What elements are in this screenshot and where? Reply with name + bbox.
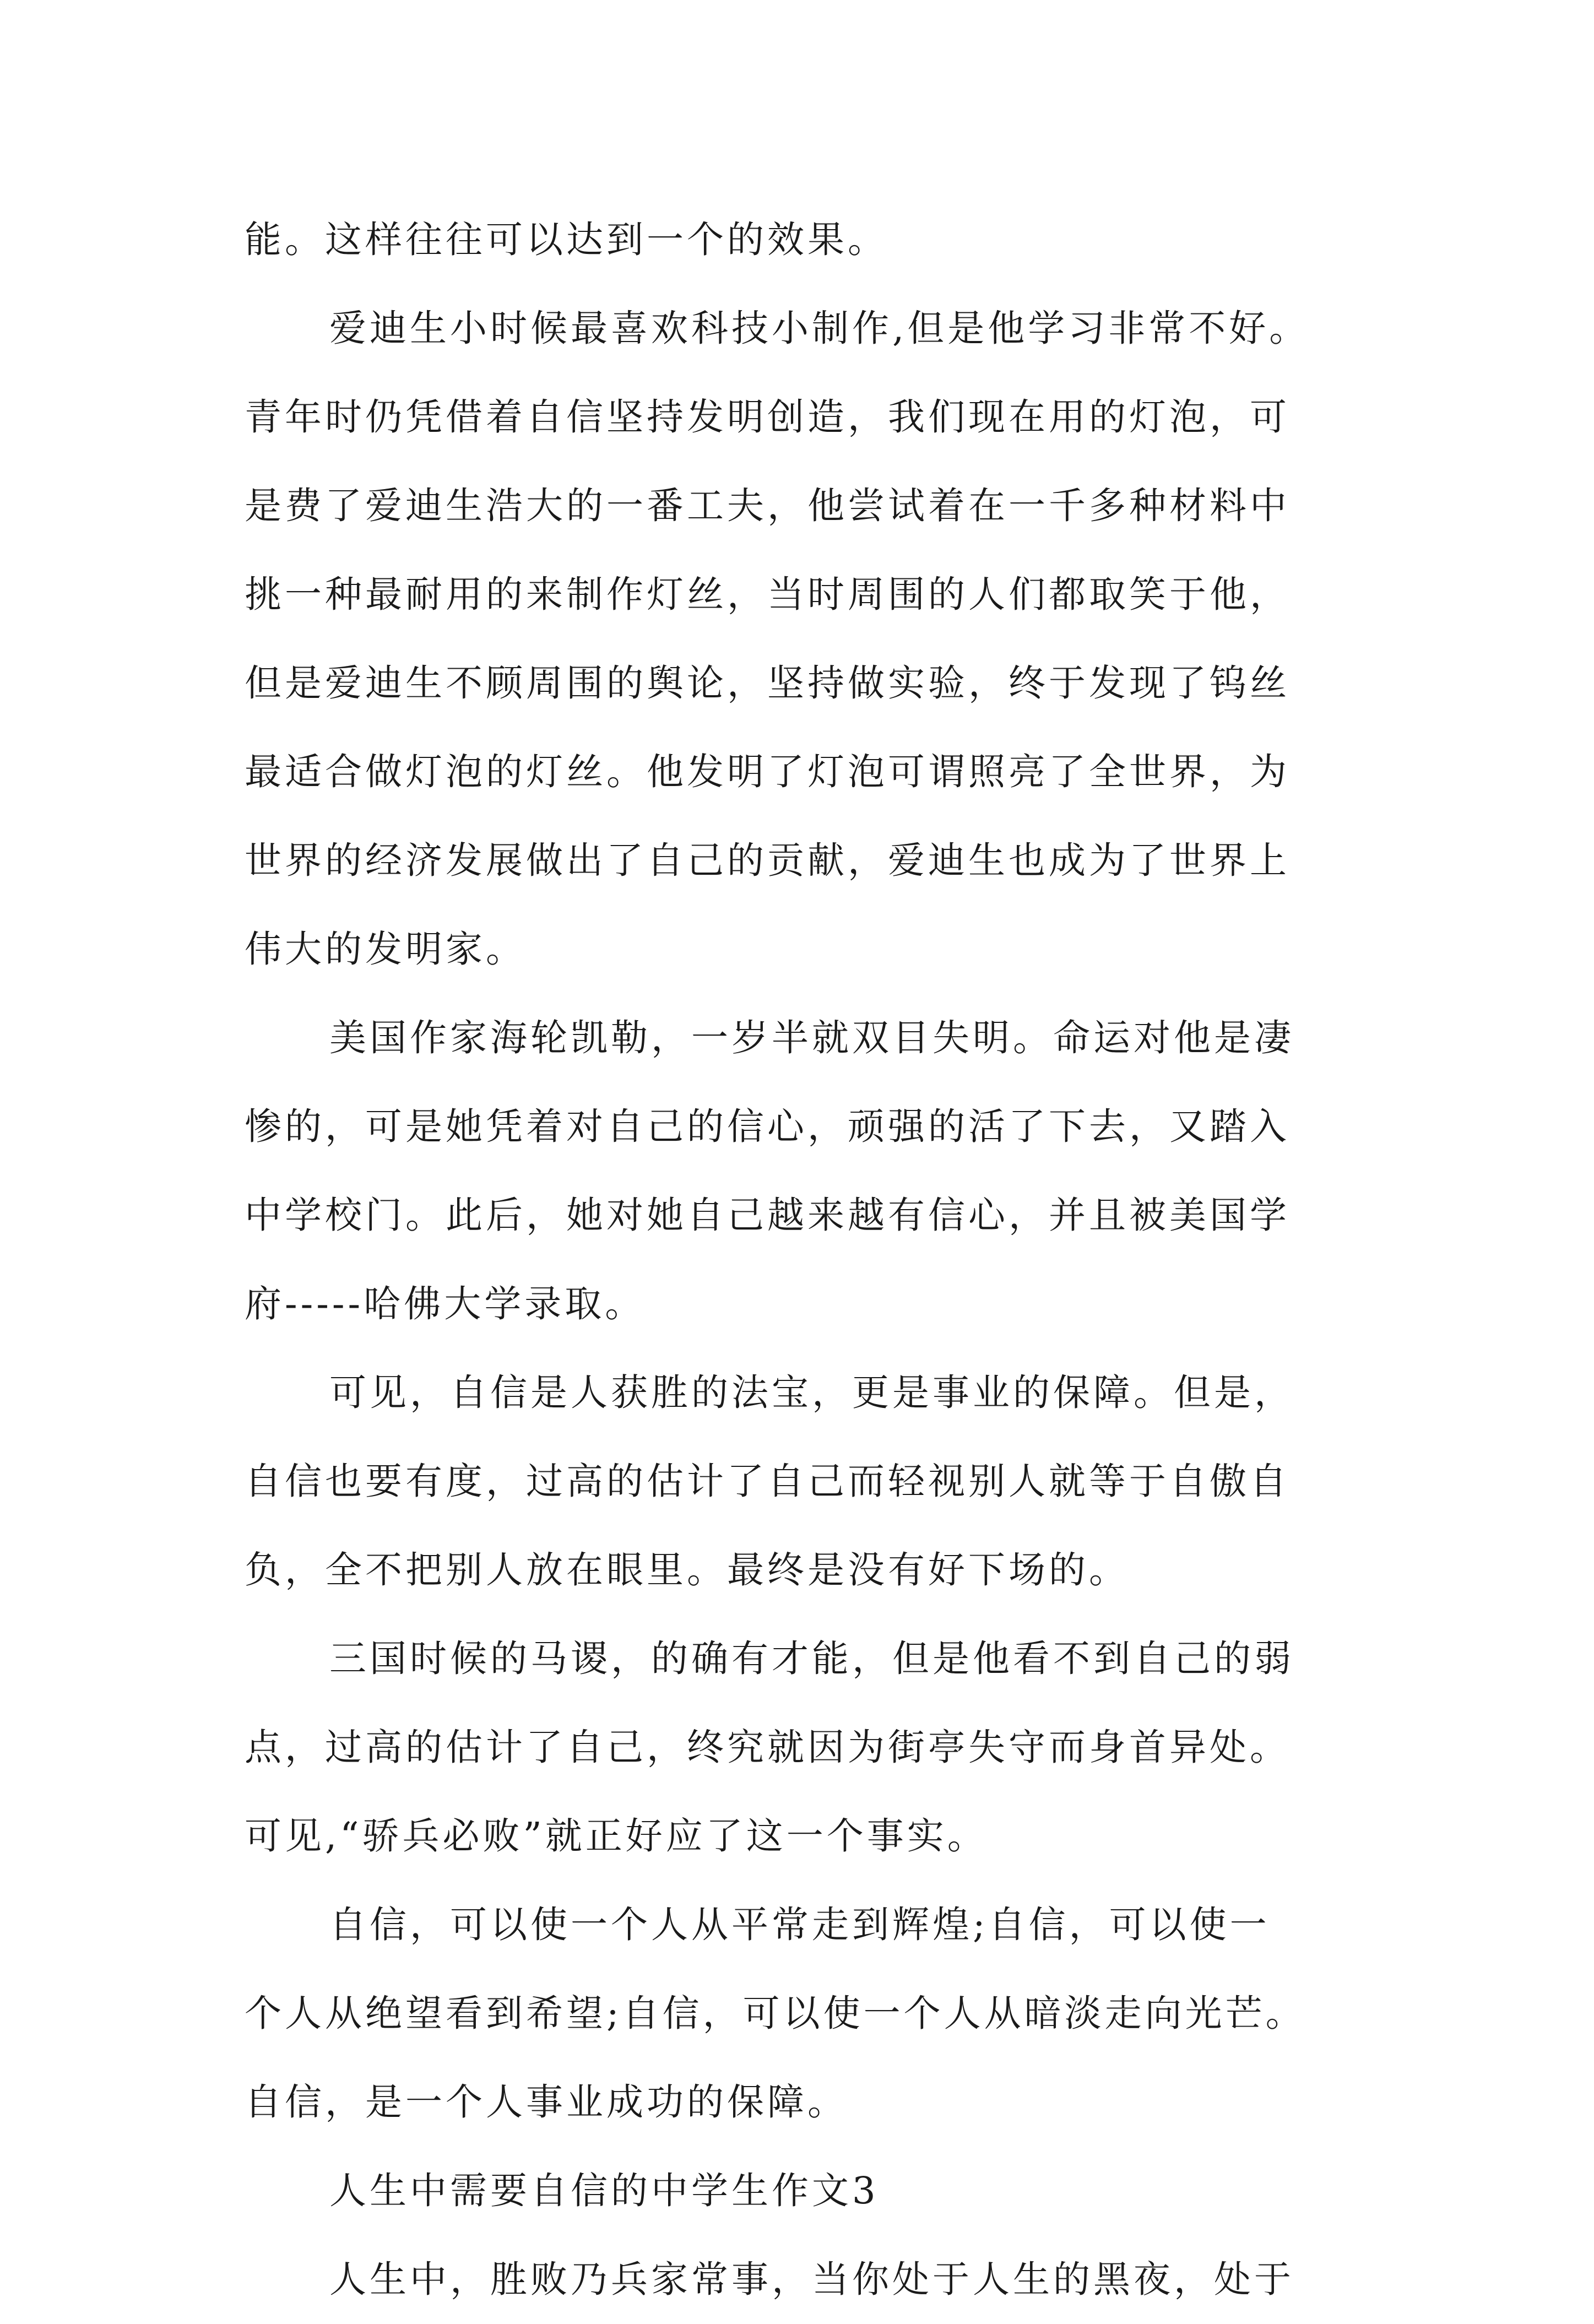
text-line: 三国时候的马谡，的确有才能，但是他看不到自己的弱 <box>329 1637 1294 1680</box>
text-line: 爱迪生小时候最喜欢科技小制作,但是他学习非常不好。 <box>329 307 1310 350</box>
text-line: 可见，自信是人获胜的法宝，更是事业的保障。但是， <box>329 1371 1294 1414</box>
text-line: 最适合做灯泡的灯丝。他发明了灯泡可谓照亮了全世界，为 <box>245 750 1290 793</box>
text-line: 惨的，可是她凭着对自己的信心，顽强的活了下去，又踏入 <box>245 1105 1290 1148</box>
text-line: 自信，是一个人事业成功的保障。 <box>245 2081 848 2123</box>
text-line: 美国作家海轮凯勒，一岁半就双目失明。命运对他是凄 <box>329 1016 1294 1059</box>
text-line: 负，全不把别人放在眼里。最终是没有好下场的。 <box>245 1548 1129 1591</box>
document-body <box>245 196 1407 2324</box>
text-line: 中学校门。此后，她对她自己越来越有信心，并且被美国学 <box>245 1194 1290 1237</box>
text-line: 世界的经济发展做出了自己的贡献，爱迪生也成为了世界上 <box>245 839 1290 882</box>
text-line: 个人从绝望看到希望;自信，可以使一个人从暗淡走向光芒。 <box>245 1992 1306 2035</box>
text-line: 府-----哈佛大学录取。 <box>245 1282 646 1325</box>
text-line: 青年时仍凭借着自信坚持发明创造，我们现在用的灯泡，可 <box>245 396 1290 438</box>
text-line: 自信也要有度，过高的估计了自己而轻视别人就等于自傲自 <box>245 1460 1290 1503</box>
text-line: 伟大的发明家。 <box>245 928 526 971</box>
text-line: 能。这样往往可以达到一个的效果。 <box>245 218 888 261</box>
text-line: 但是爱迪生不顾周围的舆论，坚持做实验，终于发现了钨丝 <box>245 662 1290 705</box>
text-line: 点，过高的估计了自己，终究就因为街亭失守而身首异处。 <box>245 1726 1290 1769</box>
text-line: 挑一种最耐用的来制作灯丝，当时周围的人们都取笑于他， <box>245 573 1290 616</box>
text-line: 自信，可以使一个人从平常走到辉煌;自信，可以使一 <box>329 1903 1270 1946</box>
text-line: 人生中需要自信的中学生作文3 <box>329 2169 879 2212</box>
text-line: 是费了爱迪生浩大的一番工夫，他尝试着在一千多种材料中 <box>245 484 1290 527</box>
text-line: 可见,“骄兵必败”就正好应了这一个事实。 <box>245 1814 988 1857</box>
text-line: 人生中，胜败乃兵家常事，当你处于人生的黑夜，处于 <box>329 2258 1294 2301</box>
